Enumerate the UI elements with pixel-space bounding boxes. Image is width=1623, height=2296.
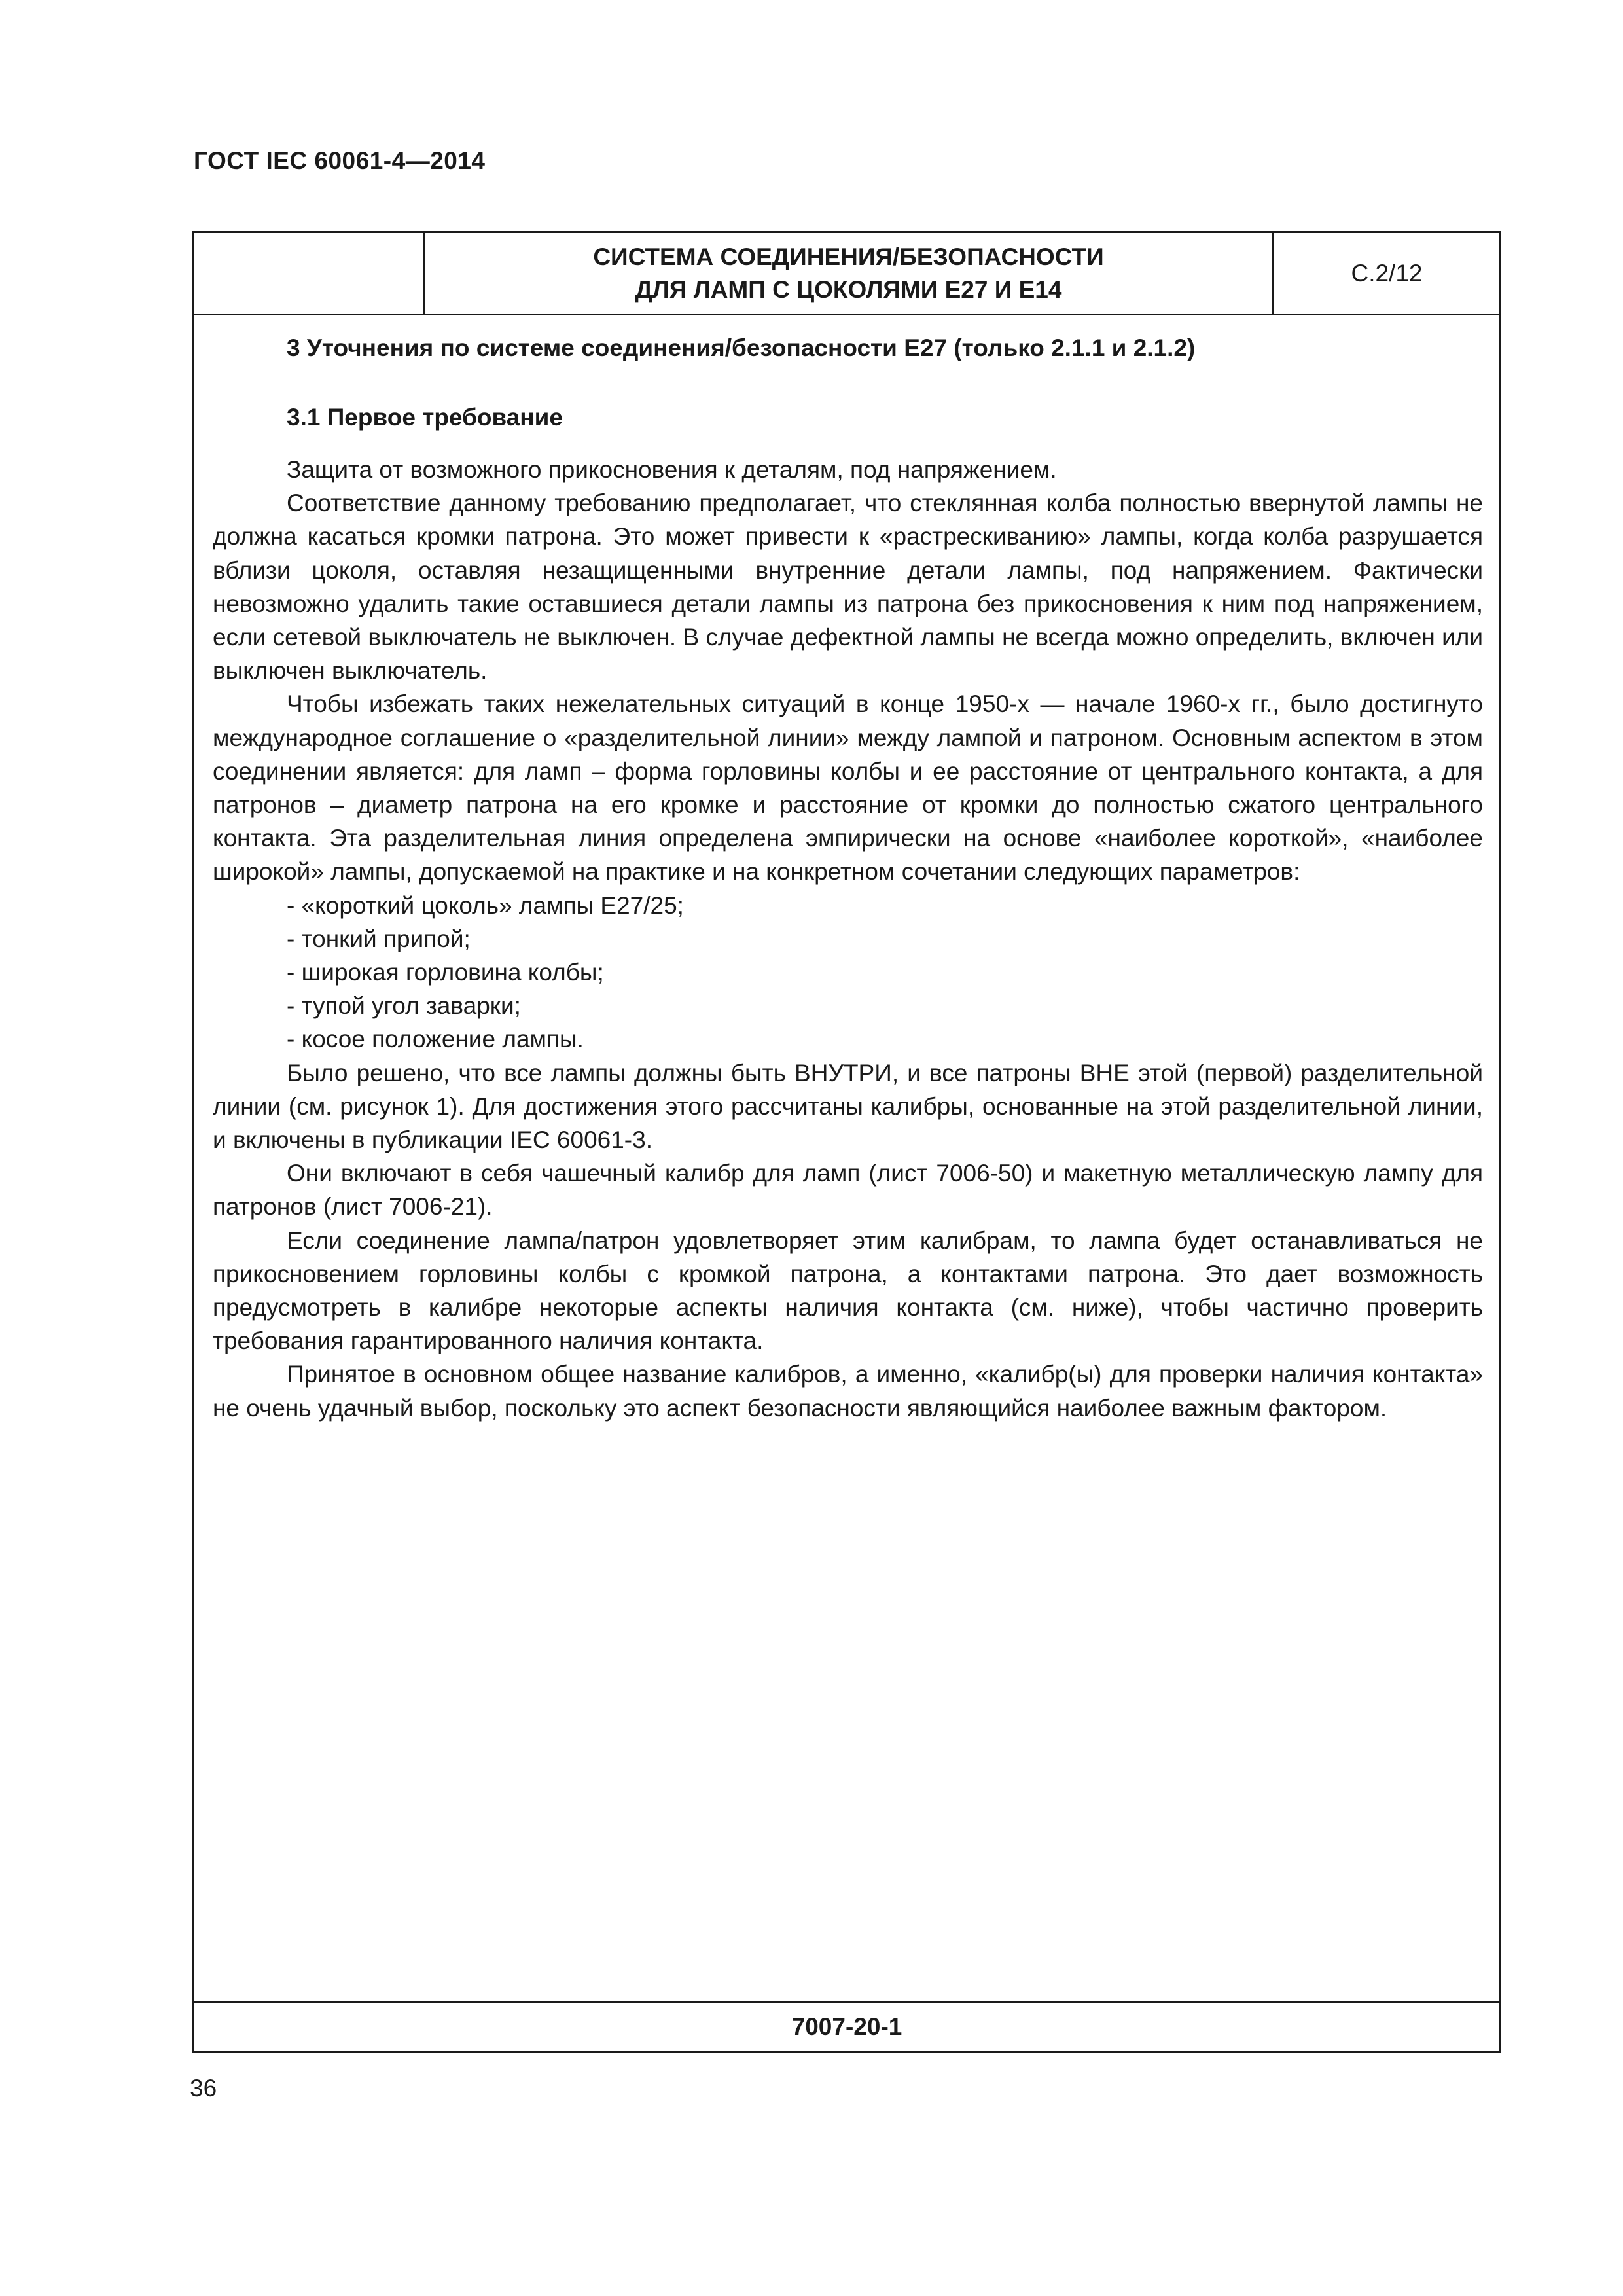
list-item: - тонкий припой; xyxy=(287,925,471,952)
standard-code: ГОСТ IEC 60061-4—2014 xyxy=(194,147,486,174)
sheet-title xyxy=(425,233,1274,314)
sheet-header xyxy=(194,233,1499,315)
paragraph: Они включают в себя чашечный калибр для ламп (лист 7006-50) и макетную металлическую лампу для патронов (лист 7006-21). xyxy=(213,1160,1483,1221)
sheet-code: 7007-20-1 xyxy=(791,2013,902,2040)
list-item: - косое положение лампы. xyxy=(287,1026,584,1053)
parameter-list xyxy=(213,889,1483,1056)
sheet-body xyxy=(194,315,1499,2001)
paragraph: Соответствие данному требованию предполагает, что стеклянная колба полностью ввернутой лампы не должна касаться кромки патрона. Это может привести к «растрескиванию» лампы, когда колба разрушается вблизи цоколя, оставляя незащищенными внутренние детали лампы, под напряжением. Фактически невозможно удалить такие оставшиеся детали лампы из патрона без прикосновения к ним под напряжением, если сетевой выключатель не выключен. В случае дефектной лампы не всегда можно определить, включен или выключен выключатель. xyxy=(213,490,1483,685)
paragraph: Защита от возможного прикосновения к деталям, под напряжением. xyxy=(287,456,1057,483)
header-blank-cell xyxy=(194,233,425,314)
page-number: 36 xyxy=(190,2075,217,2102)
paragraph: Если соединение лампа/патрон удовлетворяет этим калибрам, то лампа будет останавливаться не прикосновением горловины колбы с кромкой патрона, а контактами патрона. Это дает возможность предусмотреть в калибре некоторые аспекты наличия контакта (см. ниже), чтобы частично проверить требования гарантированного наличия контакта. xyxy=(213,1227,1483,1355)
paragraph: Принятое в основном общее название калибров, а именно, «калибр(ы) для проверки наличия контакта» не очень удачный выбор, поскольку это аспект безопасности являющийся наиболее важным фактором. xyxy=(213,1361,1483,1422)
sheet-title-line-2: ДЛЯ ЛАМП С ЦОКОЛЯМИ Е27 И Е14 xyxy=(635,276,1062,303)
sheet-number: С.2/12 xyxy=(1351,259,1423,287)
body-text xyxy=(213,453,1483,1425)
list-item: - «короткий цоколь» лампы Е27/25; xyxy=(287,891,684,919)
sheet-title-line-1: СИСТЕМА СОЕДИНЕНИЯ/БЕЗОПАСНОСТИ xyxy=(593,243,1104,270)
sheet-footer xyxy=(194,2001,1499,2051)
paragraph: Чтобы избежать таких нежелательных ситуаций в конце 1950-х — начале 1960-х гг., было достигнуто международное соглашение о «разделительной линии» между лампой и патроном. Основным аспектом в этом соединении является: для ламп – форма горловины колбы и ее расстояние от центрального контакта, а для патронов – диаметр патрона на его кромке и расстояние от кромки до полностью сжатого центрального контакта. Эта разделительная линия определена эмпирически на основе «наиболее короткой», «наиболее широкой» лампы, допускаемой на практике и на конкретном сочетании следующих параметров: xyxy=(213,691,1483,886)
list-item: - тупой угол заварки; xyxy=(287,992,521,1020)
sheet-frame xyxy=(192,231,1501,2053)
paragraph: Было решено, что все лампы должны быть ВНУТРИ, и все патроны ВНЕ этой (первой) разделительной линии (см. рисунок 1). Для достижения этого рассчитаны калибры, основанные на этой разделительной линии, и включены в публикации IEC 60061-3. xyxy=(213,1059,1483,1154)
list-item: - широкая горловина колбы; xyxy=(287,959,604,986)
subsection-heading: 3.1 Первое требование xyxy=(287,404,563,431)
section-heading: 3 Уточнения по системе соединения/безопасности Е27 (только 2.1.1 и 2.1.2) xyxy=(287,334,1196,361)
